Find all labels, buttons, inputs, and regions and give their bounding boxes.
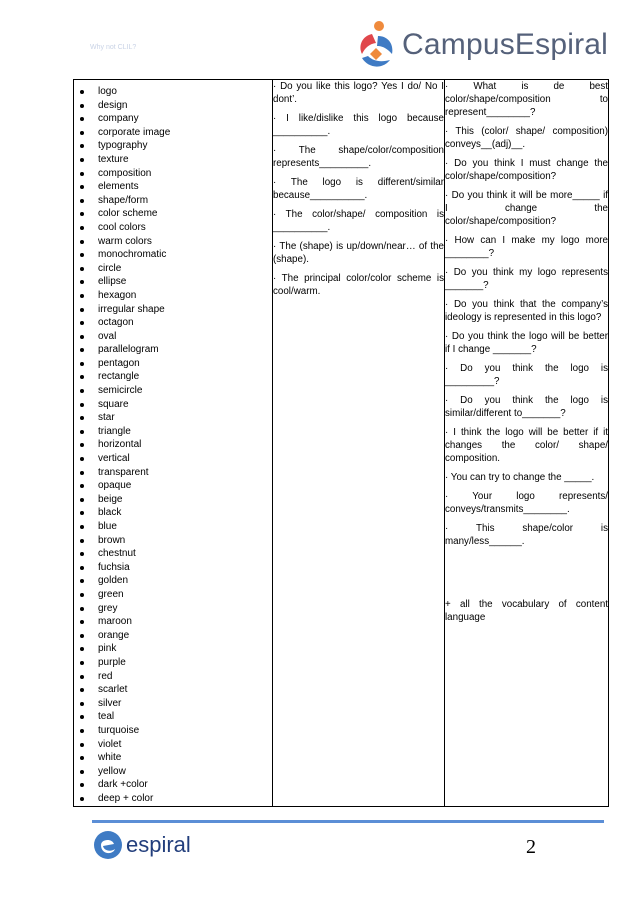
vocabulary-word: silver — [98, 697, 122, 709]
vocabulary-word: semicircle — [98, 385, 143, 397]
vocabulary-word: hexagon — [98, 289, 137, 301]
vocabulary-item — [74, 778, 272, 792]
vocabulary-item — [74, 330, 272, 344]
bullet-icon — [80, 566, 84, 570]
vocabulary-word: company — [98, 113, 139, 125]
question-sentence: · Do you think the logo is similar/different to_______? — [445, 395, 608, 419]
vocabulary-word: red — [98, 670, 113, 682]
vocabulary-word: beige — [98, 493, 123, 505]
extra-vocabulary-note: + all the vocabulary of content language — [445, 599, 608, 623]
question-sentence: · Do you think it will be more_____ if I change the color/shape/composition? — [445, 190, 608, 227]
bullet-icon — [80, 294, 84, 298]
bullet-icon — [80, 729, 84, 733]
vocabulary-word: composition — [98, 167, 152, 179]
statement-sentence: · I like/dislike this logo because __________. — [273, 113, 444, 137]
question-sentence: · Do you think the logo will be better if I change _______? — [445, 331, 608, 355]
bullet-icon — [80, 267, 84, 271]
vocabulary-item — [74, 710, 272, 724]
vocabulary-item — [74, 547, 272, 561]
question-sentence: · I think the logo will be better if it changes the color/ shape/ composition. — [445, 427, 608, 464]
bullet-icon — [80, 484, 84, 488]
bullet-icon — [80, 131, 84, 135]
vocabulary-word: transparent — [98, 466, 149, 478]
bullet-icon — [80, 498, 84, 502]
bullet-icon — [80, 525, 84, 529]
vocabulary-item — [74, 207, 272, 221]
bullet-icon — [80, 783, 84, 787]
espiral-footer-logo — [92, 828, 232, 864]
questions-column — [445, 80, 609, 807]
vocabulary-word: dark +color — [98, 779, 148, 791]
bullet-icon — [80, 593, 84, 597]
vocabulary-word: rectangle — [98, 371, 140, 383]
bullet-icon — [80, 647, 84, 651]
bullet-icon — [80, 756, 84, 760]
bullet-icon — [80, 253, 84, 257]
vocabulary-word: pink — [98, 643, 117, 655]
vocabulary-item — [74, 683, 272, 697]
question-sentence: · You can try to change the _____. — [445, 472, 595, 483]
vocabulary-word: irregular shape — [98, 303, 165, 315]
bullet-icon — [80, 280, 84, 284]
vocabulary-word: opaque — [98, 480, 132, 492]
vocabulary-item — [74, 724, 272, 738]
vocabulary-word: color scheme — [98, 208, 158, 220]
vocabulary-word: purple — [98, 656, 126, 668]
vocabulary-word: design — [98, 99, 128, 111]
question-sentence: · Do you think that the company’s ideology is represented in this logo? — [445, 299, 608, 323]
vocabulary-item — [74, 139, 272, 153]
bullet-icon — [80, 308, 84, 312]
vocabulary-item — [74, 792, 272, 806]
bullet-icon — [80, 552, 84, 556]
bullet-icon — [80, 797, 84, 801]
question-sentence: · This (color/ shape/ composition) conveys__(adj)__. — [445, 126, 608, 150]
vocabulary-item — [74, 343, 272, 357]
question-sentence: · Do you think the logo is _________? — [445, 363, 608, 387]
vocabulary-word: blue — [98, 521, 117, 532]
bullet-icon — [80, 240, 84, 244]
campus-espiral-logo — [352, 18, 609, 72]
bullet-icon — [80, 607, 84, 611]
vocabulary-word: pentagon — [98, 357, 140, 369]
bullet-icon — [80, 403, 84, 407]
vocabulary-word: grey — [98, 602, 118, 614]
vocabulary-item — [74, 520, 272, 534]
vocabulary-item — [74, 561, 272, 575]
vocabulary-word: corporate image — [98, 126, 171, 138]
bullet-icon — [80, 416, 84, 420]
statement-sentence: · Do you like this logo? Yes I do/ No I dont’. — [273, 81, 444, 105]
vocabulary-word: teal — [98, 711, 115, 723]
vocabulary-word: shape/form — [98, 194, 149, 206]
bullet-icon — [80, 539, 84, 543]
vocabulary-item — [74, 738, 272, 752]
vocabulary-word: golden — [98, 575, 129, 587]
vocabulary-item — [74, 629, 272, 643]
vocabulary-word: circle — [98, 262, 122, 274]
vocabulary-word: parallelogram — [98, 344, 159, 356]
bullet-icon — [80, 212, 84, 216]
vocabulary-word: oval — [98, 330, 117, 342]
vocabulary-item — [74, 194, 272, 208]
espiral-footer-logo-mark-icon — [92, 828, 124, 862]
bullet-icon — [80, 661, 84, 665]
bullet-icon — [80, 348, 84, 352]
bullet-icon — [80, 743, 84, 747]
vocabulary-item — [74, 751, 272, 765]
page-number: 2 — [526, 836, 536, 858]
bullet-icon — [80, 117, 84, 121]
campus-espiral-logo-mark-icon — [352, 18, 402, 72]
campus-espiral-brand-name: CampusEspiral — [402, 28, 609, 61]
vocabulary-item — [74, 370, 272, 384]
vocabulary-word: typography — [98, 140, 148, 152]
vocabulary-item — [74, 670, 272, 684]
vocabulary-word: texture — [98, 153, 129, 165]
bullet-icon — [80, 158, 84, 162]
vocabulary-item — [74, 697, 272, 711]
bullet-icon — [80, 362, 84, 366]
vocabulary-item — [74, 765, 272, 779]
bullet-icon — [80, 688, 84, 692]
vocabulary-item — [74, 479, 272, 493]
vocabulary-word: monochromatic — [98, 249, 167, 261]
bullet-icon — [80, 715, 84, 719]
question-sentence: · Do you think I must change the color/shape/composition? — [445, 158, 608, 182]
vocabulary-table — [73, 79, 609, 807]
statement-sentence: · The principal color/color scheme is cool/warm. — [273, 273, 444, 297]
vocabulary-item — [74, 262, 272, 276]
statement-sentence: · The (shape) is up/down/near… of the (shape). — [273, 241, 444, 265]
vocabulary-item — [74, 126, 272, 140]
bullet-icon — [80, 199, 84, 203]
question-sentence: · Your logo represents/ conveys/transmits________. — [445, 491, 608, 515]
bullet-icon — [80, 144, 84, 148]
vocabulary-item — [74, 411, 272, 425]
bullet-icon — [80, 90, 84, 94]
bullet-icon — [80, 430, 84, 434]
bullet-icon — [80, 375, 84, 379]
vocabulary-item — [74, 221, 272, 235]
vocabulary-word: black — [98, 507, 122, 519]
question-sentence: · What is de best color/shape/composition to represent________? — [445, 81, 608, 118]
vocabulary-item — [74, 493, 272, 507]
bullet-icon — [80, 321, 84, 325]
vocabulary-word: square — [98, 398, 129, 410]
footer-divider — [92, 820, 604, 823]
bullet-icon — [80, 335, 84, 339]
vocabulary-word: warm colors — [98, 235, 152, 247]
question-sentence: · How can I make my logo more ________? — [445, 235, 608, 259]
vocabulary-word: triangle — [98, 425, 131, 437]
vocabulary-item — [74, 452, 272, 466]
vocabulary-word: green — [98, 588, 124, 600]
bullet-icon — [80, 389, 84, 393]
vocabulary-word: vertical — [98, 453, 130, 465]
vocabulary-word: scarlet — [98, 684, 128, 696]
vocabulary-word: octagon — [98, 317, 134, 329]
question-sentence: · This shape/color is many/less______. — [445, 523, 608, 547]
vocabulary-word: turquoise — [98, 724, 140, 736]
statements-column — [273, 80, 445, 807]
question-sentence: · Do you think my logo represents _______? — [445, 267, 608, 291]
vocabulary-list — [74, 85, 272, 805]
footer-brand-name: espiral — [126, 832, 191, 857]
bullet-icon — [80, 620, 84, 624]
vocabulary-item — [74, 167, 272, 181]
vocabulary-item — [74, 615, 272, 629]
vocabulary-word: star — [98, 412, 115, 424]
statement-sentence: · The logo is different/similar because__________. — [273, 177, 444, 201]
bullet-icon — [80, 770, 84, 774]
vocabulary-item — [74, 398, 272, 412]
vocabulary-item — [74, 466, 272, 480]
vocabulary-word: ellipse — [98, 276, 127, 288]
vocabulary-word: violet — [98, 738, 122, 750]
bullet-icon — [80, 226, 84, 230]
vocabulary-item — [74, 303, 272, 317]
bullet-icon — [80, 104, 84, 108]
vocabulary-item — [74, 574, 272, 588]
vocabulary-item — [74, 289, 272, 303]
vocabulary-item — [74, 588, 272, 602]
vocabulary-item — [74, 99, 272, 113]
vocabulary-item — [74, 235, 272, 249]
vocabulary-item — [74, 425, 272, 439]
bullet-icon — [80, 675, 84, 679]
statement-sentence: · The color/shape/ composition is __________. — [273, 209, 444, 233]
vocabulary-item — [74, 180, 272, 194]
vocabulary-item — [74, 384, 272, 398]
vocabulary-item — [74, 85, 272, 99]
bullet-icon — [80, 443, 84, 447]
header-watermark-text: Why not CLIL? — [90, 44, 137, 51]
vocabulary-word: yellow — [98, 765, 126, 777]
vocabulary-item — [74, 153, 272, 167]
vocabulary-word: orange — [98, 629, 130, 641]
vocabulary-item — [74, 112, 272, 126]
vocabulary-item — [74, 642, 272, 656]
vocabulary-column — [74, 80, 273, 807]
bullet-icon — [80, 457, 84, 461]
vocabulary-word: white — [98, 752, 122, 764]
vocabulary-word: fuchsia — [98, 561, 130, 573]
bullet-icon — [80, 185, 84, 189]
vocabulary-word: brown — [98, 534, 126, 546]
vocabulary-item — [74, 656, 272, 670]
vocabulary-word: horizontal — [98, 439, 142, 451]
vocabulary-word: elements — [98, 181, 139, 193]
vocabulary-item — [74, 275, 272, 289]
vocabulary-item — [74, 357, 272, 371]
vocabulary-item — [74, 534, 272, 548]
vocabulary-word: cool colors — [98, 221, 146, 233]
vocabulary-item — [74, 438, 272, 452]
statement-sentence: · The shape/color/composition represents_________. — [273, 145, 444, 169]
bullet-icon — [80, 172, 84, 176]
vocabulary-item — [74, 506, 272, 520]
vocabulary-item — [74, 602, 272, 616]
vocabulary-word: deep + color — [98, 792, 154, 804]
bullet-icon — [80, 471, 84, 475]
bullet-icon — [80, 702, 84, 706]
vocabulary-item — [74, 248, 272, 262]
vocabulary-word: chestnut — [98, 548, 136, 560]
bullet-icon — [80, 579, 84, 583]
bullet-icon — [80, 511, 84, 515]
vocabulary-item — [74, 316, 272, 330]
bullet-icon — [80, 634, 84, 638]
vocabulary-word: maroon — [98, 616, 132, 628]
vocabulary-word: logo — [98, 86, 117, 97]
